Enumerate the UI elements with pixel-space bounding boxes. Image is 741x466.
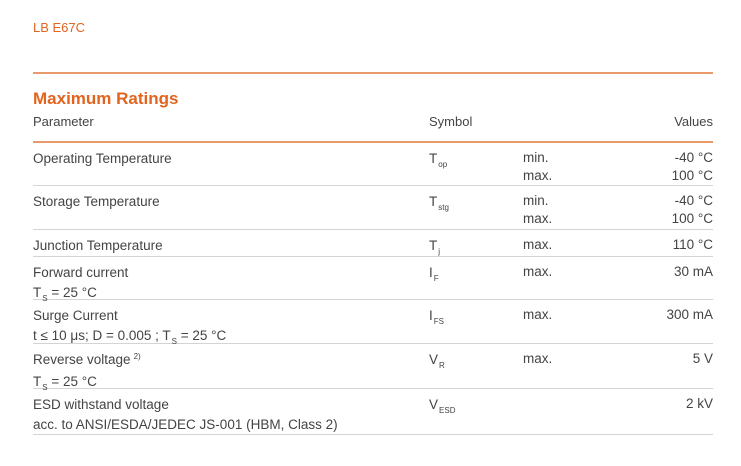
table-row — [33, 230, 713, 257]
symbol-base: T — [429, 151, 438, 166]
limit-max: max. — [523, 307, 553, 322]
symbol-subscript: op — [438, 160, 448, 169]
value-cell — [693, 350, 713, 368]
symbol-subscript: R — [439, 361, 445, 370]
value-max: 5 V — [692, 351, 713, 366]
limit-cell — [523, 236, 552, 254]
symbol-base: I — [429, 265, 433, 280]
symbol-cell — [429, 236, 440, 258]
symbol-base: I — [429, 308, 433, 323]
table-row — [33, 344, 713, 392]
limit-cell — [523, 350, 552, 368]
divider — [33, 72, 713, 74]
table-header — [33, 112, 713, 143]
limit-min: min. — [523, 193, 549, 208]
table-row — [33, 143, 713, 186]
limit-cell — [523, 149, 552, 185]
symbol-base: T — [429, 238, 438, 253]
parameter-name: Surge Current — [33, 308, 118, 323]
section-title: Maximum Ratings — [33, 89, 179, 108]
parameter-name: Forward current — [33, 265, 129, 280]
symbol-subscript: F — [433, 274, 439, 283]
value-cell — [672, 149, 713, 185]
value-cell — [686, 395, 713, 413]
parameter-name: Reverse voltage $^{2)}$ — [33, 352, 141, 367]
column-values: Values — [674, 114, 713, 129]
column-parameter: Parameter — [33, 114, 94, 129]
value-cell — [666, 306, 713, 324]
ratings-table — [33, 112, 713, 435]
value-min: -40 °C — [674, 193, 713, 208]
limit-cell — [523, 263, 552, 281]
limit-max: max. — [523, 211, 553, 226]
value-max: 300 mA — [666, 307, 713, 322]
parameter-cell — [33, 395, 338, 435]
value-max: 110 °C — [672, 237, 713, 252]
parameter-condition: acc. to ANSI/ESDA/JEDEC JS-001 (HBM, Class 2) — [33, 417, 338, 432]
parameter-cell — [33, 306, 226, 348]
value-cell — [672, 192, 713, 228]
symbol-base: V — [429, 352, 439, 367]
limit-max: max. — [523, 351, 553, 366]
limit-max: max. — [523, 168, 553, 183]
limit-max: max. — [523, 264, 553, 279]
parameter-name: Junction Temperature — [33, 238, 163, 253]
symbol-cell — [429, 350, 445, 372]
column-symbol: Symbol — [429, 114, 473, 129]
value-max: 100 °C — [671, 211, 713, 226]
symbol-cell — [429, 306, 444, 328]
parameter-cell — [33, 263, 128, 305]
part-number: LB E67C — [33, 20, 86, 35]
symbol-base: V — [429, 397, 439, 412]
table-row — [33, 389, 713, 435]
symbol-subscript: ESD — [439, 406, 456, 415]
parameter-cell — [33, 236, 163, 256]
limit-cell — [523, 192, 552, 228]
symbol-subscript: stg — [438, 203, 449, 212]
limit-cell — [523, 306, 552, 324]
table-row — [33, 300, 713, 344]
symbol-cell — [429, 149, 447, 171]
value-max: 100 °C — [671, 168, 713, 183]
parameter-condition: $T_S = 25$ °C — [33, 374, 97, 392]
parameter-cell — [33, 149, 172, 169]
value-max: 30 mA — [673, 264, 713, 279]
limit-min: min. — [523, 150, 549, 165]
parameter-name: ESD withstand voltage — [33, 397, 169, 412]
parameter-cell — [33, 192, 160, 212]
symbol-cell — [429, 263, 439, 285]
parameter-name: Storage Temperature — [33, 194, 160, 209]
table-row — [33, 257, 713, 303]
limit-max: max. — [523, 237, 553, 252]
value-cell — [674, 263, 713, 281]
parameter-name: Operating Temperature — [33, 151, 172, 166]
symbol-subscript: j — [438, 247, 441, 256]
footnote-marker: 2) — [133, 352, 141, 361]
parameter-condition: t ≤ 10 μs; D = 0.005 ; $T_S = 25$ °C — [33, 328, 227, 346]
symbol-cell — [429, 192, 449, 214]
value-cell — [673, 236, 713, 254]
value-max: 2 kV — [685, 396, 713, 411]
table-row — [33, 186, 713, 230]
parameter-cell — [33, 350, 141, 394]
value-min: -40 °C — [674, 150, 713, 165]
symbol-base: T — [429, 194, 438, 209]
parameter-condition: $T_S = 25$ °C — [33, 285, 97, 303]
symbol-subscript: FS — [433, 317, 444, 326]
symbol-cell — [429, 395, 455, 417]
